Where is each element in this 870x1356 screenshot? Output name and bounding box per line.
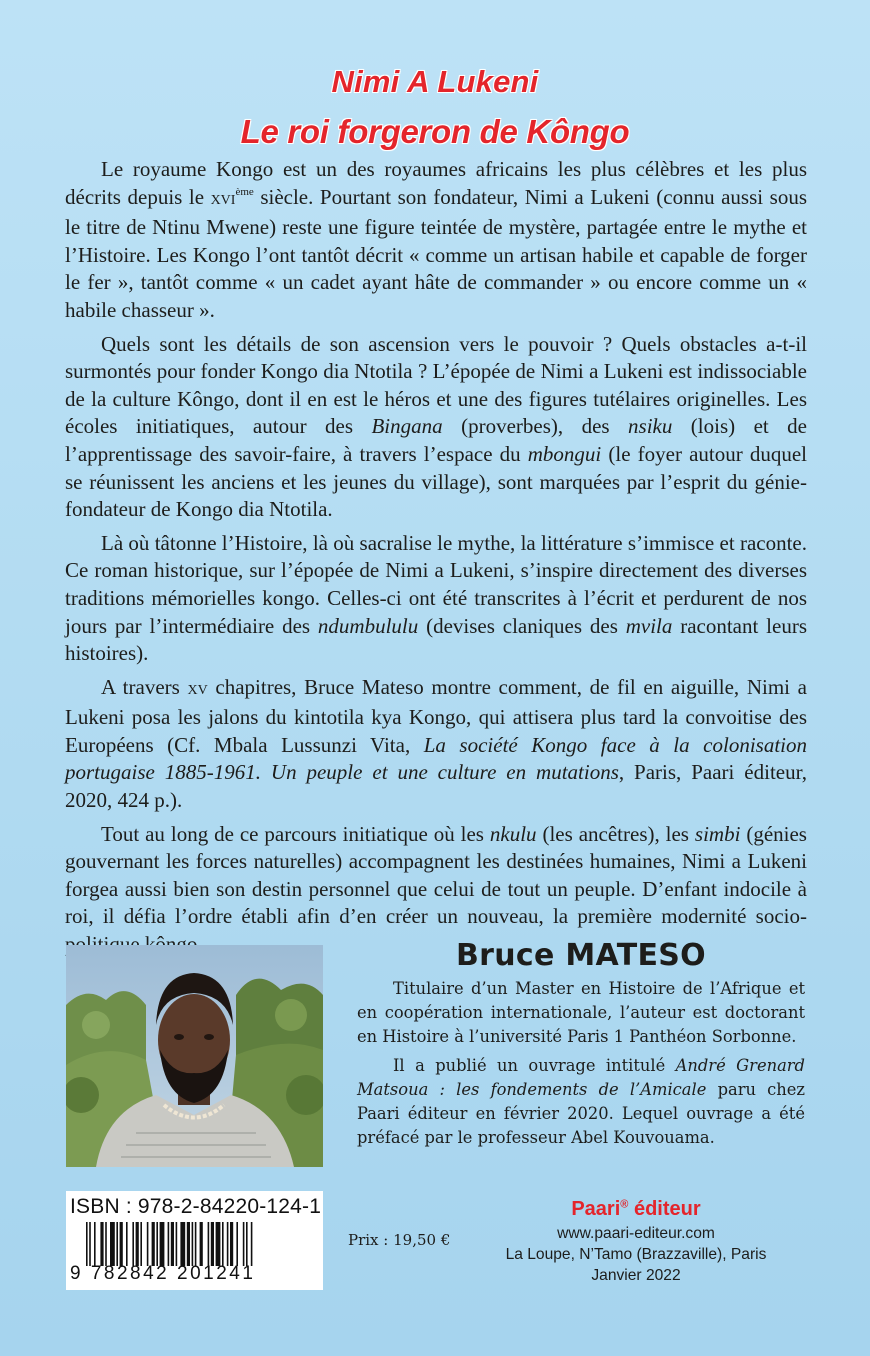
barcode-bar [211, 1222, 214, 1266]
publisher-location: La Loupe, N’Tamo (Brazzaville), Paris [505, 1246, 767, 1263]
barcode-bar [236, 1222, 238, 1266]
barcode-bar [156, 1222, 158, 1266]
barcode-bar [147, 1222, 149, 1266]
blurb-paragraph-5: Tout au long de ce parcours initiatique où les nkulu (les ancêtres), les simbi (génies gouvernant les forces naturelles) accompagnent les destinées humaines, Nimi a Lukeni forgea aussi bien son destin personnel que celui de tout un peuple. D’enfant indocile à roi, il défia l’ordre établi afin d’en créer un nouveau, la première modernité socio- [65, 821, 807, 929]
barcode-bar [216, 1222, 221, 1266]
blurb-paragraph-3: Là où tâtonne l’Histoire, là où sacralise le mythe, la littérature s’immisce et raconte. Ce roman historique, sur l’épopée de Nimi a Lukeni, s’inspire directement des diverses traditions mémorielles kongo. Celles-ci ont été transcrites à l’écrit et perdurent de nos jours par l’intermédiaire des ndumbululu (devises claniques des mvila racontant leurs histoires). [65, 530, 807, 666]
barcode-bar [230, 1222, 233, 1266]
barcode-bar [152, 1222, 155, 1266]
bio-paragraph-1: Titulaire d’un Master en Histoire de l’Afrique et en coopération internationale, l’auteur est doctorant en Histoire à l’université Paris 1 Panthéon Sorbonne. [357, 979, 805, 1047]
publisher-name: Paari® éditeur [571, 1198, 701, 1220]
barcode-bar [246, 1222, 248, 1266]
barcode-bar [116, 1222, 118, 1266]
barcode-bar [94, 1222, 96, 1266]
barcode-bar [168, 1222, 170, 1266]
book-title: Nimi A Lukeni [331, 64, 539, 99]
barcode-bar [222, 1222, 224, 1266]
barcode-bar [105, 1222, 107, 1266]
author-portrait-illustration [66, 945, 323, 1167]
barcode-bar [171, 1222, 174, 1266]
bio-paragraph-2: Il a publié un ouvrage intitulé André Grenard Matsoua : les fondements de l’Amicale paru chez Paari éditeur en février 2020. Lequel ouvrage a été préfacé par le professeur Abel Kouvouama. [357, 1055, 805, 1148]
ean-digits: 9 782842 201241 [70, 1263, 256, 1284]
barcode-bars [86, 1222, 312, 1266]
publisher-block [484, 1198, 788, 1286]
barcode-bar [140, 1222, 142, 1266]
barcode-bar [132, 1222, 134, 1266]
barcode-bar [100, 1222, 103, 1266]
barcode-bar [200, 1222, 203, 1266]
publisher-website: www.paari-editeur.com [557, 1225, 715, 1242]
barcode-bar [110, 1222, 115, 1266]
blurb-paragraph-1: Le royaume Kongo est un des royaumes africains les plus célèbres et les plus décrits depuis le XVIème siècle. Pourtant son fondateur, Nimi a Lukeni (connu aussi sous le titre de Ntinu Mwene) reste une figure teintée de mystère, partagée entre le mythe et l’Histoire. Les Kongo l’ont tantôt décrit « comme un artisan habile et capable de forger le fer », tantôt comme « un cadet ayant hâte de commander » ou encore comme un « habile chasseur ». [65, 157, 807, 322]
barcode-bar [187, 1222, 190, 1266]
barcode-bar [160, 1222, 165, 1266]
barcode-bar [126, 1222, 128, 1266]
barcode-bar [136, 1222, 139, 1266]
back-cover-blurb [65, 156, 807, 965]
author-photo [66, 945, 323, 1167]
author-bio [357, 977, 805, 1154]
barcode-bar [86, 1222, 88, 1266]
author-name: Bruce MATESO [455, 938, 706, 973]
isbn-label: ISBN : 978-2-84220-124-1 [70, 1195, 322, 1218]
barcode-bar [208, 1222, 210, 1266]
publication-date: Janvier 2022 [591, 1267, 681, 1284]
barcode-bar [251, 1222, 253, 1266]
blurb-paragraph-2: Quels sont les détails de son ascension vers le pouvoir ? Quels obstacles a-t-il surmontés pour fonder Kongo dia Ntotila ? L’épopée de Nimi a Lukeni est indissociable de la culture Kôngo, dont il en est le héros et une des figures tutélaires originelles. Les écoles initiatiques, autour des Bingana (proverbes), des nsiku (lois) et de l’apprentissage des savoir-faire, à travers l’espace du mbongui (le foyer autour duquel se réunissent les anciens et les jeunes du village), sont marquées par l’esprit du génie-fondateur de Kongo dia Ntotila. [65, 331, 808, 522]
barcode-bar [195, 1222, 197, 1266]
barcode-bar [180, 1222, 185, 1266]
book-subtitle: Le roi forgeron de Kôngo [240, 113, 630, 150]
barcode-bar [120, 1222, 123, 1266]
isbn-barcode [66, 1191, 323, 1290]
barcode-bar [176, 1222, 178, 1266]
barcode-bar [192, 1222, 194, 1266]
barcode-bar [89, 1222, 91, 1266]
price: Prix : 19,50 € [348, 1231, 451, 1249]
barcode-bar [227, 1222, 229, 1266]
blurb-paragraph-4: A travers XV chapitres, Bruce Mateso montre comment, de fil en aiguille, Nimi a Lukeni posa les jalons du kintotila kya Kongo, qui attisera plus tard la convoitise des Européens (Cf. Mbala Lussunzi Vita, La société Kongo face à la colonisation portugaise 1885-1961. Un peuple et une culture en mutations, Paris, Paari éditeur, 2020, 424 p.). [65, 674, 807, 813]
barcode-bar [243, 1222, 245, 1266]
